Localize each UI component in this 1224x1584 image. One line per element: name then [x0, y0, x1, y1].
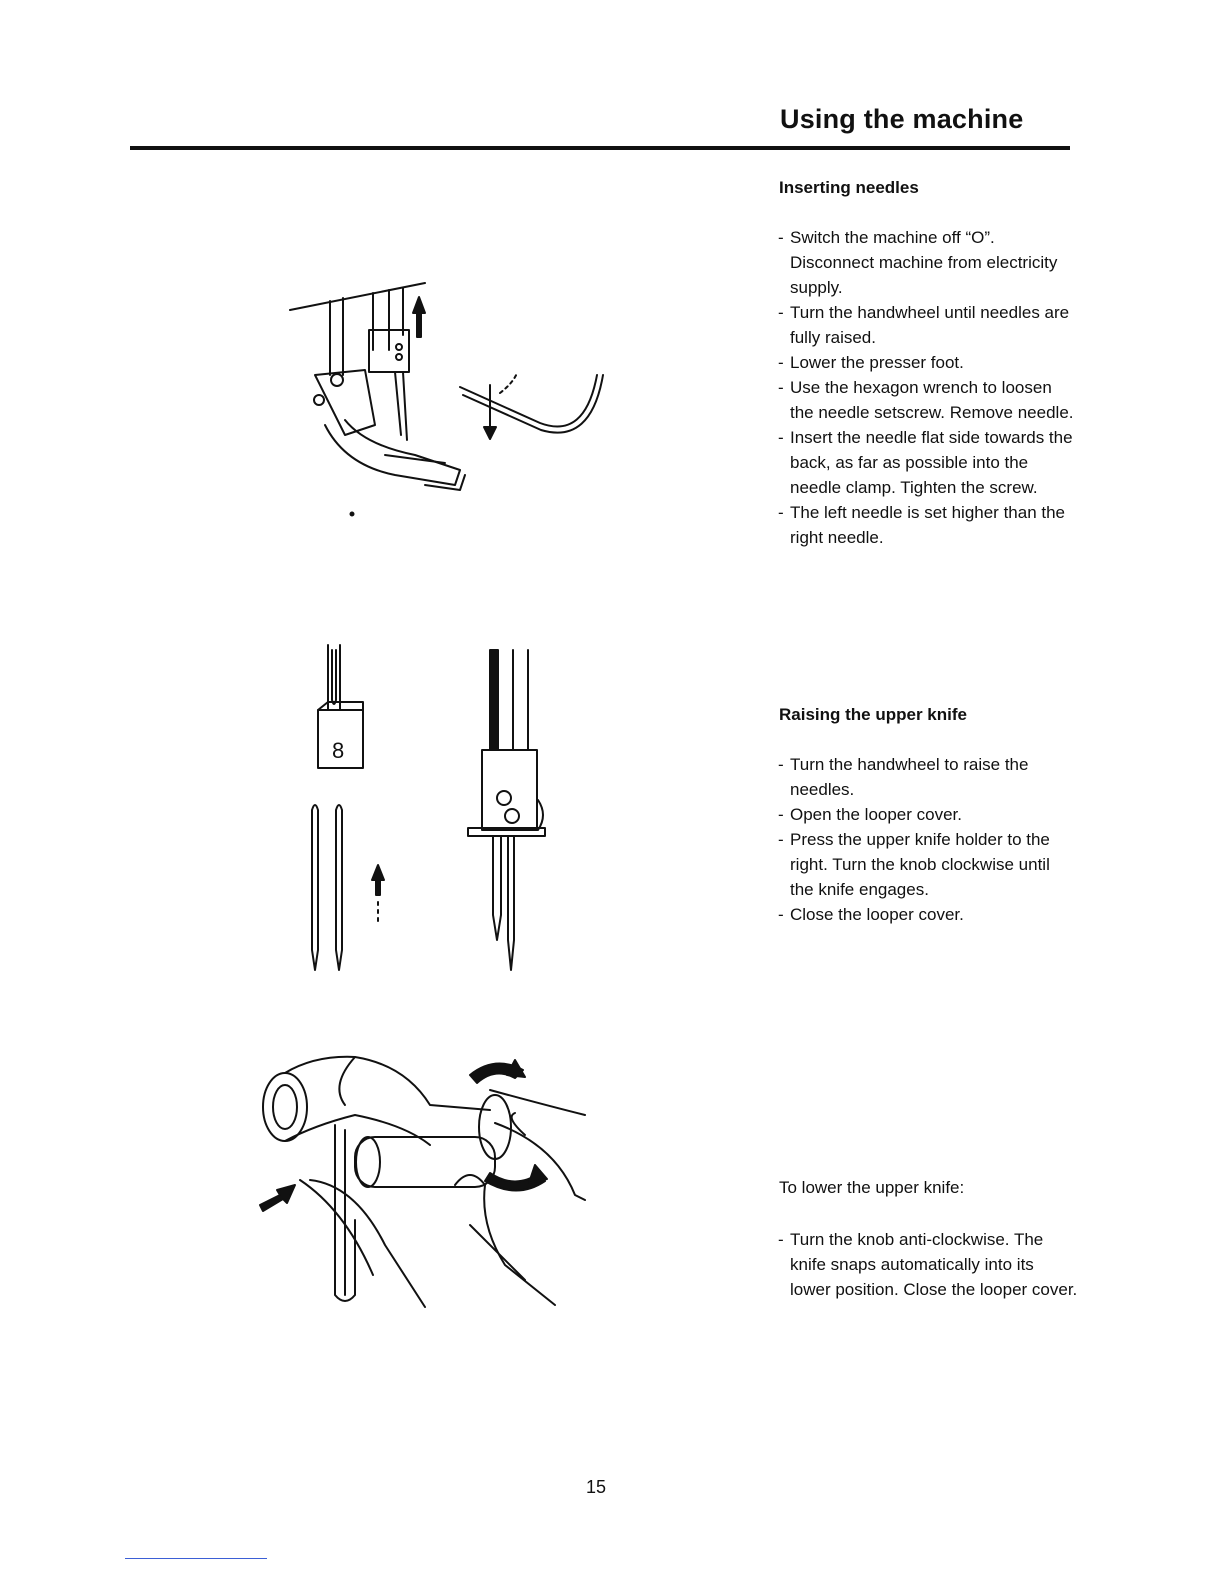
page-number: 15 [586, 1477, 607, 1497]
footer-line [125, 1558, 267, 1559]
upper-knife-knob-illustration [255, 1045, 595, 1320]
list-item: - The left needle is set higher than the right needle. [778, 500, 1078, 550]
list-item: - Lower the presser foot. [778, 350, 1078, 375]
page-title: Using the machine [780, 104, 1024, 134]
svg-text:8: 8 [332, 738, 345, 763]
needle-clamp-illustration [300, 640, 565, 980]
lower-knife-intro: To lower the upper knife: [779, 1178, 965, 1197]
list-item: - Turn the handwheel to raise the needles. [778, 752, 1078, 802]
list-item: - Turn the handwheel until needles are fully raised. [778, 300, 1078, 350]
list-item: - Turn the knob anti-clockwise. The knife snaps automatically into its lower position. Close the looper cover. [778, 1227, 1078, 1302]
lower-knife-steps [778, 1227, 1078, 1302]
list-item: - Close the looper cover. [778, 902, 1078, 927]
title-rule [130, 146, 1070, 150]
presser-foot-wrench-illustration [285, 275, 615, 525]
list-item: - Insert the needle flat side towards the back, as far as possible into the needle clamp. Tighten the screw. [778, 425, 1078, 500]
list-item: - Press the upper knife holder to the right. Turn the knob clockwise until the knife engages. [778, 827, 1078, 902]
inserting-needles-steps [778, 225, 1078, 550]
section-heading-raising-upper-knife: Raising the upper knife [779, 705, 967, 724]
raising-upper-knife-steps [778, 752, 1078, 927]
list-item: - Switch the machine off “O”. Disconnect machine from electricity supply. [778, 225, 1078, 300]
list-item: - Use the hexagon wrench to loosen the needle setscrew. Remove needle. [778, 375, 1078, 425]
section-heading-inserting-needles: Inserting needles [779, 178, 919, 197]
list-item: - Open the looper cover. [778, 802, 1078, 827]
